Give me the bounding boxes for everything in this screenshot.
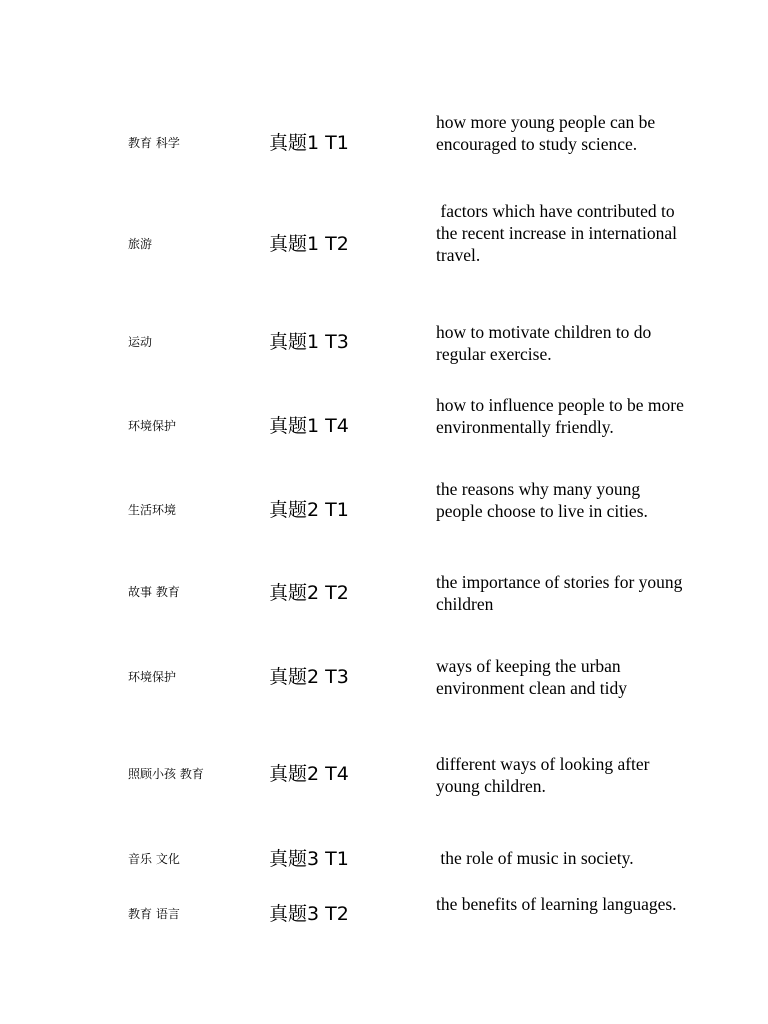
topic-text: the benefits of learning languages. <box>436 894 677 914</box>
question-code: 真题2 T2 <box>269 582 349 604</box>
category-label: 照顾小孩 教育 <box>128 767 204 781</box>
question-code: 真题3 T1 <box>269 848 349 870</box>
category-label: 教育 语言 <box>128 907 180 921</box>
topic-text: how to influence people to be more environmentally friendly. <box>436 395 689 437</box>
category-label: 音乐 文化 <box>128 852 180 866</box>
category-label: 环境保护 <box>128 670 177 684</box>
topic-text: factors which have contributed to the recent increase in international travel. <box>436 201 682 265</box>
category-label: 故事 教育 <box>128 585 180 599</box>
topic-text: ways of keeping the urban environment clean and tidy <box>436 656 627 698</box>
question-code: 真题3 T2 <box>269 903 349 925</box>
question-code: 真题1 T1 <box>269 132 349 154</box>
question-code: 真题1 T2 <box>269 233 349 255</box>
topic-text: the role of music in society. <box>436 848 634 868</box>
category-label: 运动 <box>128 335 153 349</box>
question-code: 真题2 T1 <box>269 499 349 521</box>
category-label: 生活环境 <box>128 503 177 517</box>
topic-text: the importance of stories for young children <box>436 572 687 614</box>
question-code: 真题1 T4 <box>269 415 349 437</box>
topic-text: how to motivate children to do regular exercise. <box>436 322 656 364</box>
category-label: 环境保护 <box>128 419 177 433</box>
topic-text: different ways of looking after young children. <box>436 754 654 796</box>
category-label: 教育 科学 <box>128 136 180 150</box>
topic-text: the reasons why many young people choose to live in cities. <box>436 479 648 521</box>
question-code: 真题1 T3 <box>269 331 349 353</box>
topic-text: how more young people can be encouraged to study science. <box>436 112 660 154</box>
category-label: 旅游 <box>128 237 153 251</box>
question-code: 真题2 T4 <box>269 763 349 785</box>
question-code: 真题2 T3 <box>269 666 349 688</box>
